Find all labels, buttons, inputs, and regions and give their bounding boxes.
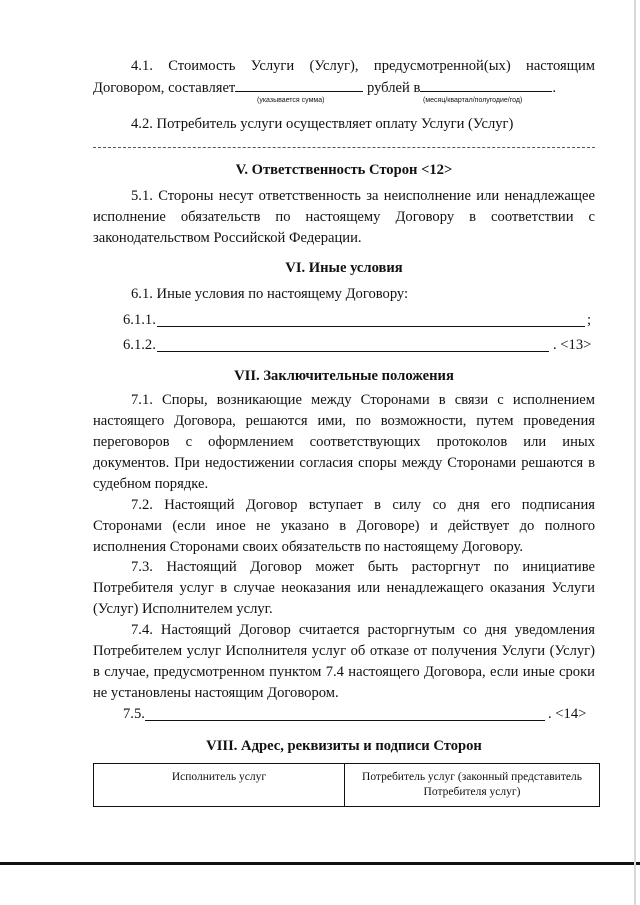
executor-cell: Исполнитель услуг xyxy=(94,764,345,807)
consumer-cell: Потребитель услуг (законный представитель Потребителя услуг) xyxy=(344,764,599,807)
clause-7-3: 7.3. Настоящий Договор может быть расторгнут по инициативе Потребителя услуг в случае неоказания или ненадлежащего оказания Услуги (Услуг) Исполнителем услуг. xyxy=(93,559,595,617)
section-divider xyxy=(93,147,595,148)
clause-4-1-text-b: Договором, составляет xyxy=(93,80,236,96)
clause-7-1: 7.1. Споры, возникающие между Сторонами в связи с исполнением настоящего Договора, решаются ими, по возможности, путем проведения переговоров с оформлением соответствующих протоколов или иных документов. При недостижении согласия споры между Сторонами решаются в судебном порядке. xyxy=(93,392,595,492)
clause-6-1-1 xyxy=(93,310,595,332)
clause-6-1-2 xyxy=(93,335,595,357)
clause-6-1-2-blank xyxy=(157,351,549,352)
clause-7-4: 7.4. Настоящий Договор считается расторгнутым со дня уведомления Потребителем услуг Исполнителя услуг об отказе от получения Услуги (Услуг) в случае, предусмотренном пунктом 7.4 настоящего Договора, если иные сроки не установлены настоящим Договором. xyxy=(93,622,595,701)
page-right-edge xyxy=(634,0,636,905)
clause-7-5-blank xyxy=(145,720,545,721)
clause-6-1-1-end: ; xyxy=(587,312,592,328)
sum-blank xyxy=(235,77,363,92)
page-bottom-edge xyxy=(0,862,640,865)
clause-5-1: 5.1. Стороны несут ответственность за неисполнение или ненадлежащее исполнение обязательств по настоящему Договору в соответствии с законодательством Российской Федерации. xyxy=(93,188,595,246)
clause-6-1-2-label: 6.1.2. xyxy=(123,337,156,353)
period-blank xyxy=(420,77,552,92)
clause-4-1-line2: Договором, составляет рублей в . xyxy=(93,77,595,99)
section-7-title: VII. Заключительные положения xyxy=(234,368,454,384)
clause-4-2: 4.2. Потребитель услуги осуществляет оплату Услуги (Услуг) xyxy=(131,116,514,132)
section-8-title: VIII. Адрес, реквизиты и подписи Сторон xyxy=(206,738,482,754)
signatures-table xyxy=(93,763,600,807)
clause-6-1-1-label: 6.1.1. xyxy=(123,312,156,328)
note-sum: (указывается сумма) xyxy=(257,97,325,104)
section-6-title: VI. Иные условия xyxy=(285,260,403,276)
note-period: (месяц/квартал/полугодие/год) xyxy=(423,97,523,104)
clause-7-5-end: . <14> xyxy=(548,706,587,722)
clause-4-1-text-c: рублей в xyxy=(366,80,421,96)
clause-7-2: 7.2. Настоящий Договор вступает в силу со дня его подписания Сторонами (если иное не указано в Договоре) и действует до полного исполнения Сторонами своих обязательств по настоящему Договору. xyxy=(93,497,595,555)
clause-4-1-line1: 4.1. Стоимость Услуги (Услуг), предусмотренной(ых) настоящим xyxy=(131,58,595,74)
clause-7-5 xyxy=(93,704,595,726)
clause-6-1-1-blank xyxy=(157,326,585,327)
clause-6-1: 6.1. Иные условия по настоящему Договору: xyxy=(131,286,409,302)
clause-7-5-label: 7.5. xyxy=(123,706,145,722)
section-5-title: V. Ответственность Сторон <12> xyxy=(235,162,453,178)
clause-6-1-2-end: . <13> xyxy=(553,337,592,353)
table-row xyxy=(94,764,600,807)
